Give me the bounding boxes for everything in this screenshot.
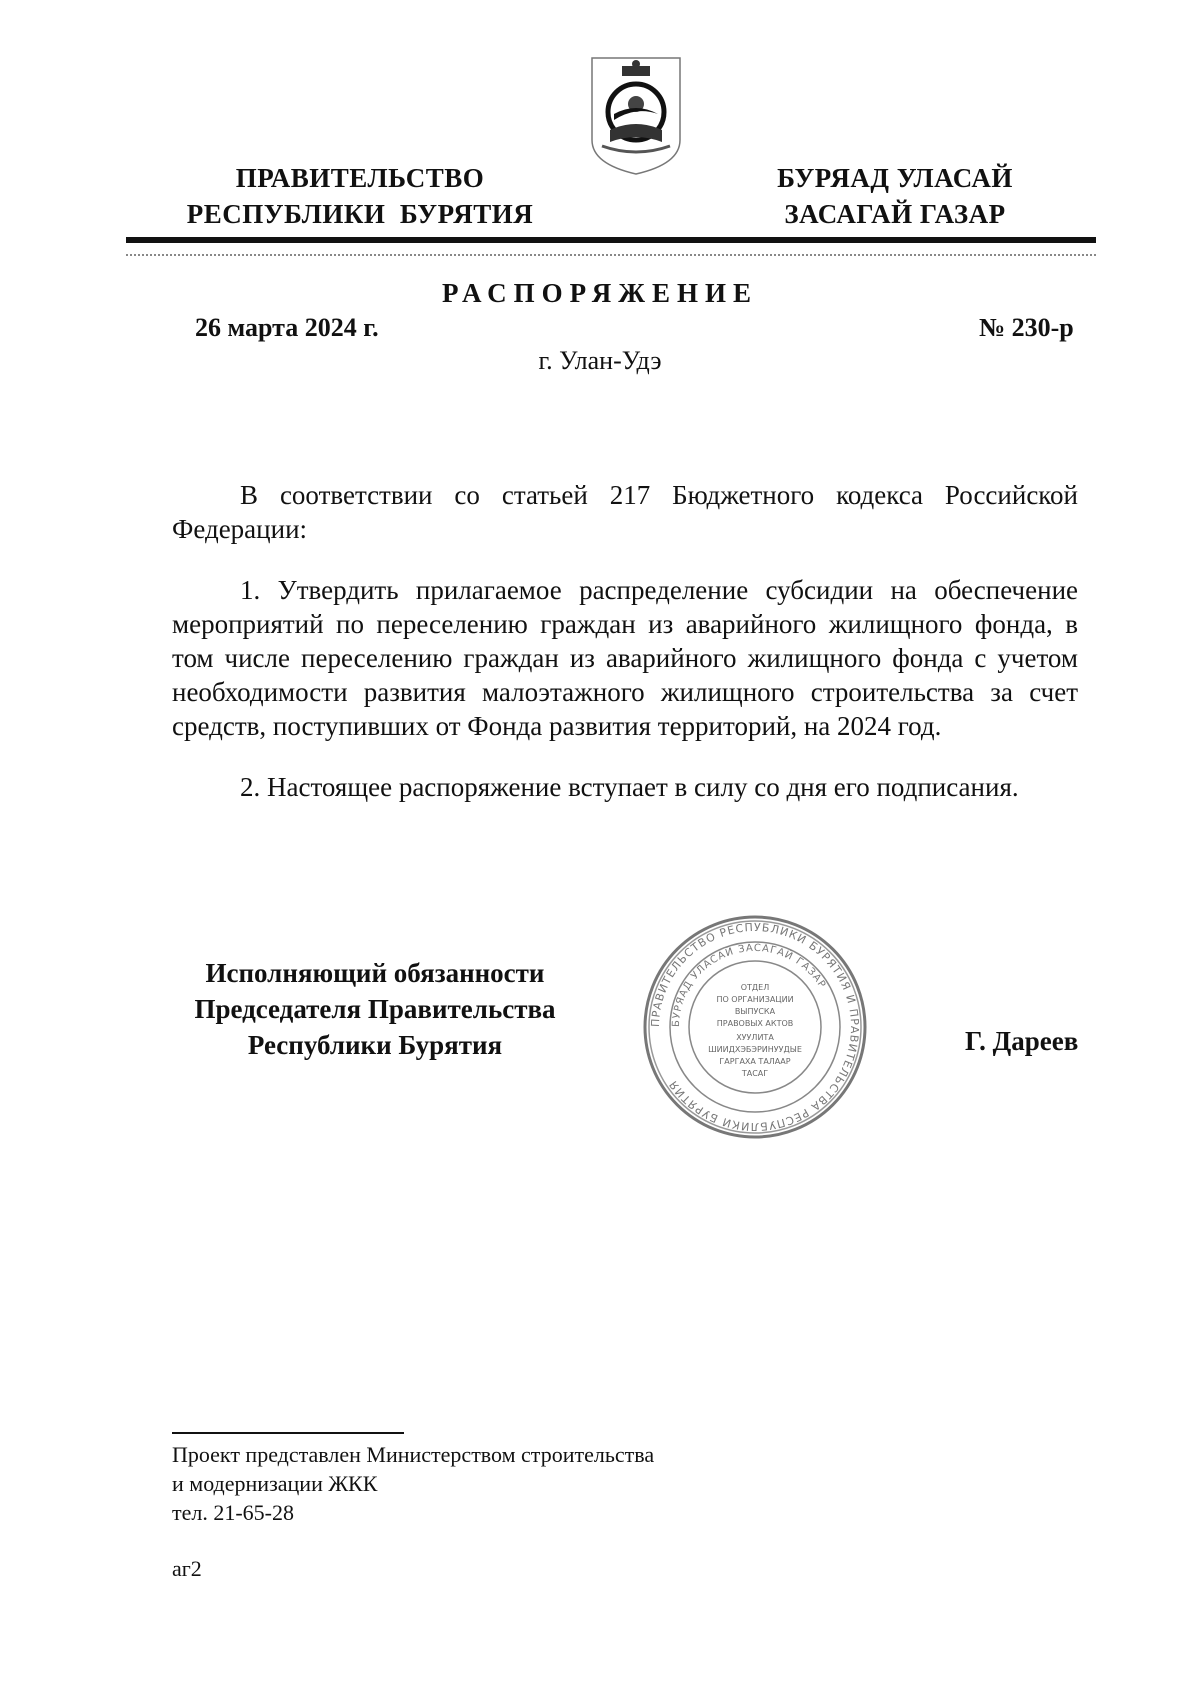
coat-of-arms-icon [588, 54, 684, 176]
project-note-line2: и модернизации ЖКК [172, 1471, 378, 1496]
header-right [745, 160, 1045, 232]
seal-inner-text: БУРЯАД УЛАСАЙ ЗАСАГАЙ ГАЗАР [670, 942, 828, 1028]
signatory-title-line3: Республики Бурятия [247, 1030, 503, 1060]
document-number: № 230-р [979, 313, 1074, 342]
footnote-divider [172, 1432, 404, 1434]
seal-center-line-4: ПРАВОВЫХ АКТОВ [716, 1019, 794, 1028]
header-divider [126, 237, 1096, 243]
document-title: РАСПОРЯЖЕНИЕ [441, 278, 759, 308]
document-city: г. Улан-Удэ [538, 346, 662, 375]
official-seal-icon [640, 912, 870, 1142]
document-date: 26 марта 2024 г. [195, 313, 379, 342]
header-right-line1: БУРЯАД УЛАСАЙ [777, 163, 1013, 193]
header-right-line2: ЗАСАГАЙ ГАЗАР [784, 199, 1006, 229]
header-left-line1: ПРАВИТЕЛЬСТВО [235, 163, 485, 193]
seal-center-line-6: ШИИДХЭБЭРИНУУДЫЕ [708, 1045, 802, 1054]
document-code: аг2 [172, 1556, 202, 1581]
seal-center-line-5: ХУУЛИТА [736, 1033, 774, 1042]
signatory-title-line2: Председателя Правительства [194, 994, 556, 1024]
signatory-title-line1: Исполняющий обязанности [205, 958, 545, 988]
seal-center-line-7: ГАРГАХА ТАЛААР [719, 1057, 791, 1066]
project-note-phone: тел. 21-65-28 [172, 1500, 295, 1525]
seal-outer-text: ПРАВИТЕЛЬСТВО РЕСПУБЛИКИ БУРЯТИЯ И ПРАВИТЕЛЬСТВА РЕСПУБЛИКИ БУРЯТИЯ [648, 920, 862, 1134]
seal-center-line-3: ВЫПУСКА [734, 1007, 776, 1016]
item-2-paragraph: 2. Настоящее распоряжение вступает в силу со дня его подписания. [240, 772, 1019, 802]
seal-center-line-8: ТАСАГ [741, 1069, 769, 1078]
header-left-line2: РЕСПУБЛИКИ БУРЯТИЯ [186, 199, 534, 229]
project-note [172, 1440, 654, 1527]
intro-paragraph: В соответствии со статьей 217 Бюджетного кодекса Российской Федерации: [172, 480, 1078, 544]
project-note-line1: Проект представлен Министерством строительства [172, 1442, 655, 1467]
header-dotted-divider [126, 254, 1096, 256]
seal-center-line-1: ОТДЕЛ [740, 983, 770, 992]
signatory-name: Г. Дареев [965, 1026, 1079, 1056]
item-1-paragraph: 1. Утвердить прилагаемое распределение субсидии на обеспечение мероприятий по переселению граждан из аварийного жилищного фонда, в том числе переселению граждан из аварийного жилищного фонда с учетом необходимости развития малоэтажного жилищного строительства за счет средств, поступивших от Фонда развития территорий, на 2024 год. [172, 575, 1078, 741]
signatory-title [160, 955, 590, 1063]
header-left [140, 160, 580, 232]
seal-center-line-2: ПО ОРГАНИЗАЦИИ [716, 995, 794, 1004]
